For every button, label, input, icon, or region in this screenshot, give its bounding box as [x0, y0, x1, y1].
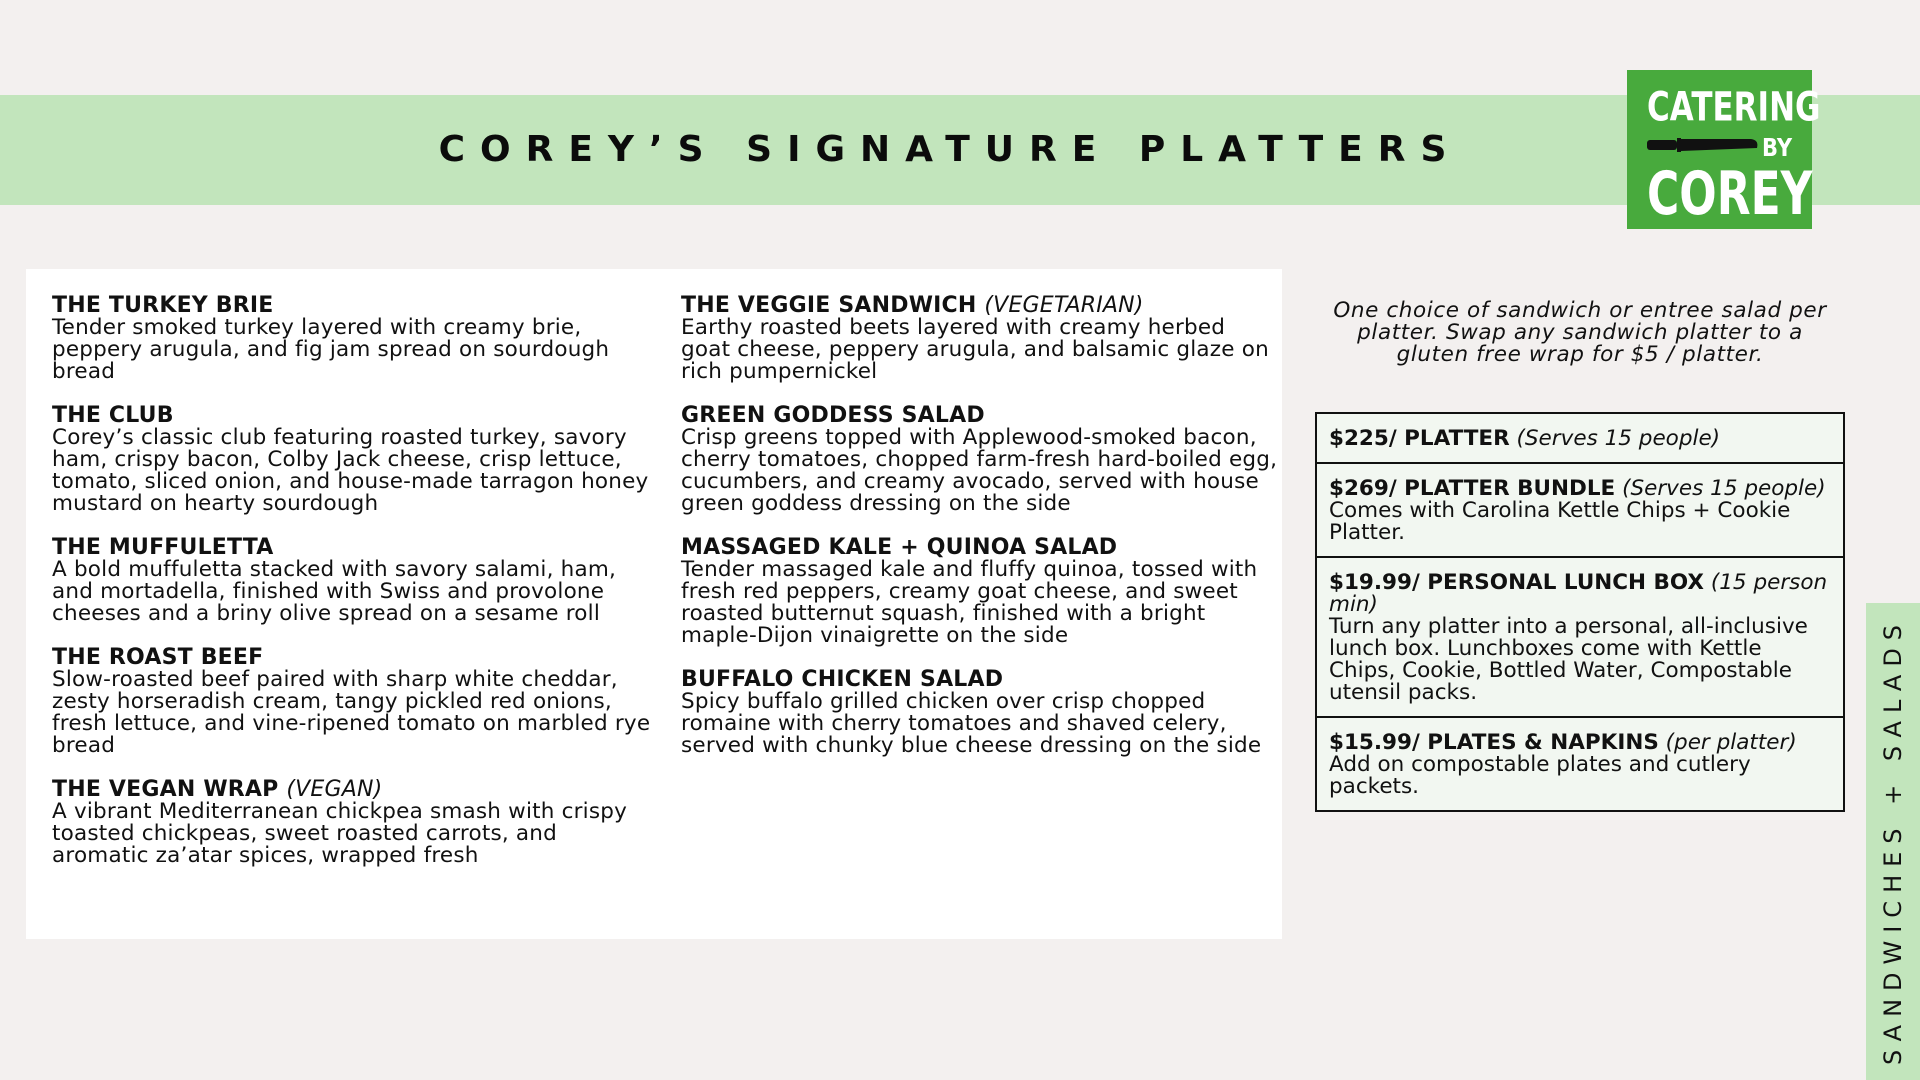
- menu-item-title: BUFFALO CHICKEN SALAD: [681, 667, 1004, 692]
- price-description: Turn any platter into a personal, all-inclusive lunch box. Lunchboxes come with Kettle Chips, Cookie, Bottled Water, Compostable utensil packs.: [1329, 614, 1808, 705]
- price-heading: $19.99/ PERSONAL LUNCH BOX: [1329, 570, 1705, 595]
- menu-item-title: THE VEGGIE SANDWICH (VEGETARIAN): [681, 293, 1144, 318]
- menu-item-description: Tender smoked turkey layered with creamy brie, peppery arugula, and fig jam spread on sourdough bread: [52, 315, 610, 384]
- menu-column-right: [681, 295, 1281, 779]
- menu-item-description: Corey’s classic club featuring roasted turkey, savory ham, crispy bacon, Colby Jack cheese, crisp lettuce, tomato, sliced onion, and house-made tarragon honey mustard on hearty sourdough: [52, 425, 649, 516]
- logo-line-2: BY: [1762, 133, 1793, 162]
- page-title: COREY’S SIGNATURE PLATTERS: [438, 129, 1462, 170]
- menu-item-description: Earthy roasted beets layered with creamy herbed goat cheese, peppery arugula, and balsamic glaze on rich pumpernickel: [681, 315, 1269, 384]
- pricing-row: [1317, 558, 1843, 718]
- menu-item-description: A vibrant Mediterranean chickpea smash with crispy toasted chickpeas, sweet roasted carrots, and aromatic za’atar spices, wrapped fresh: [52, 799, 628, 868]
- menu-item-description: Tender massaged kale and fluffy quinoa, tossed with fresh red peppers, creamy goat cheese, and sweet roasted butternut squash, finished with a bright maple-Dijon vinaigrette on the side: [681, 557, 1258, 648]
- menu-item-description: Spicy buffalo grilled chicken over crisp chopped romaine with cherry tomatoes and shaved celery, served with chunky blue cheese dressing on the side: [681, 689, 1262, 758]
- menu-item: [681, 295, 1281, 383]
- menu-item: [52, 647, 652, 757]
- menu-item-description: Crisp greens topped with Applewood-smoked bacon, cherry tomatoes, chopped farm-fresh hard-boiled egg, cucumbers, and creamy avocado, served with house green goddess dressing on the side: [681, 425, 1278, 516]
- platter-intro-note: One choice of sandwich or entree salad per platter. Swap any sandwich platter to a gluten free wrap for $5 / platter.: [1333, 298, 1827, 367]
- price-description: Add on compostable plates and cutlery packets.: [1329, 752, 1751, 799]
- side-section-label: SANDWICHES + SALADS: [1879, 616, 1907, 1066]
- menu-item-title: THE CLUB: [52, 403, 174, 428]
- menu-item-title: MASSAGED KALE + QUINOA SALAD: [681, 535, 1118, 560]
- pricing-row: [1317, 464, 1843, 558]
- price-heading: $225/ PLATTER: [1329, 426, 1510, 451]
- menu-item-tag: (VEGETARIAN): [984, 293, 1144, 318]
- price-note: (Serves 15 people): [1622, 476, 1826, 501]
- menu-item-title: THE ROAST BEEF: [52, 645, 264, 670]
- catering-logo: [1627, 70, 1821, 229]
- menu-item-description: A bold muffuletta stacked with savory salami, ham, and mortadella, finished with Swiss and provolone cheeses and a briny olive spread on a sesame roll: [52, 557, 617, 626]
- logo-line-3: COREY: [1647, 160, 1813, 229]
- menu-item-tag: (VEGAN): [286, 777, 383, 802]
- menu-card: [26, 269, 1282, 939]
- menu-item: [681, 405, 1281, 515]
- menu-item: [52, 295, 652, 383]
- menu-item: [52, 537, 652, 625]
- price-note: (per platter): [1665, 730, 1797, 755]
- menu-item-title: GREEN GODDESS SALAD: [681, 403, 985, 428]
- menu-column-left: [52, 295, 652, 889]
- menu-item-description: Slow-roasted beef paired with sharp white cheddar, zesty horseradish cream, tangy pickled red onions, fresh lettuce, and vine-ripened tomato on marbled rye bread: [52, 667, 651, 758]
- pricing-row: [1317, 414, 1843, 464]
- price-note: (15 person min): [1329, 570, 1828, 617]
- price-heading: $15.99/ PLATES & NAPKINS: [1329, 730, 1659, 755]
- pricing-row: [1317, 718, 1843, 810]
- menu-item: [681, 537, 1281, 647]
- menu-item-title: THE TURKEY BRIE: [52, 293, 274, 318]
- menu-item: [52, 779, 652, 867]
- chef-knife-icon: [1647, 134, 1759, 156]
- logo-line-1: CATERING: [1647, 84, 1821, 131]
- price-note: (Serves 15 people): [1516, 426, 1721, 451]
- menu-item-title: THE MUFFULETTA: [52, 535, 274, 560]
- menu-item: [681, 669, 1281, 757]
- menu-item: [52, 405, 652, 515]
- price-heading: $269/ PLATTER BUNDLE: [1329, 476, 1616, 501]
- menu-item-title: THE VEGAN WRAP (VEGAN): [52, 777, 383, 802]
- price-description: Comes with Carolina Kettle Chips + Cookie Platter.: [1329, 498, 1791, 545]
- pricing-table: [1315, 412, 1845, 812]
